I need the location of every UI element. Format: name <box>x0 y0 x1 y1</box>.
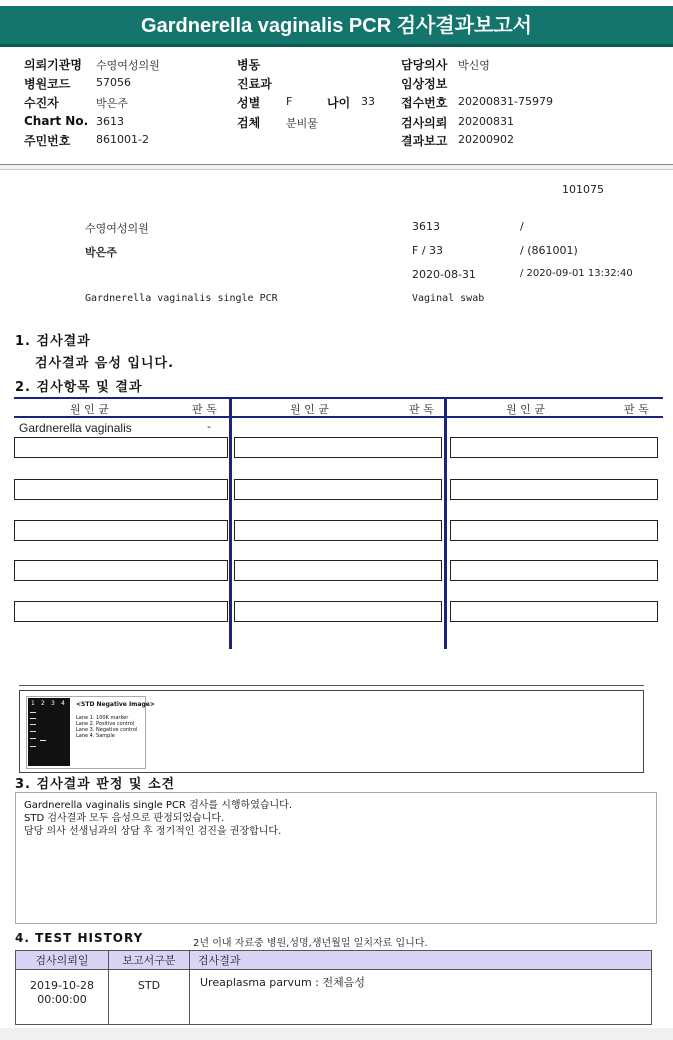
result-cell <box>234 437 442 458</box>
summary-name: 박은주 <box>85 246 117 259</box>
report-title: Gardnerella vaginalis PCR 검사결과보고서 <box>141 15 532 37</box>
hospital-code-label: 병원코드 <box>24 77 71 91</box>
history-result: Ureaplasma parvum : 전체음성 <box>190 970 652 1025</box>
gel-lane-4: 4 <box>61 700 65 707</box>
specimen-label: 검체 <box>237 116 261 130</box>
specimen-value: 분비물 <box>286 117 318 130</box>
result-cell <box>14 437 228 458</box>
age-label: 나이 <box>327 96 351 110</box>
gel-band <box>30 724 36 725</box>
receipt-no-label: 접수번호 <box>401 96 448 110</box>
gel-band <box>30 738 36 739</box>
sex-label: 성별 <box>237 96 261 110</box>
history-col-result: 검사결과 <box>190 951 652 970</box>
result-cell <box>450 601 658 622</box>
gel-band <box>40 740 46 741</box>
result-cell <box>450 479 658 500</box>
opinion-line: 담당 의사 선생님과의 상담 후 정기적인 검진을 권장합니다. <box>24 826 282 837</box>
gel-lane-2: 2 <box>41 700 45 707</box>
doctor-label: 담당의사 <box>401 58 448 72</box>
opinion-line: Gardnerella vaginalis single PCR 검사를 시행하였습니다. <box>24 800 293 811</box>
summary-chart-no: 3613 <box>412 220 440 233</box>
col-judgment-1: 판 독 <box>192 403 217 416</box>
row1-organism: Gardnerella vaginalis <box>19 421 132 435</box>
summary-code: 101075 <box>562 183 604 196</box>
clinical-info-label: 임상정보 <box>401 77 448 91</box>
col-judgment-3: 판 독 <box>624 403 649 416</box>
doctor-value: 박신영 <box>458 59 490 72</box>
chart-no-value: 3613 <box>96 115 124 128</box>
history-date-cell <box>16 970 109 1025</box>
request-date-label: 검사의뢰 <box>401 116 448 130</box>
result-cell <box>234 520 442 541</box>
resident-no-value: 861001-2 <box>96 133 149 146</box>
request-date-value: 20200831 <box>458 115 514 128</box>
result-cell <box>14 479 228 500</box>
summary-birth: / (861001) <box>520 244 578 257</box>
col-judgment-2: 판 독 <box>409 403 434 416</box>
institution-value: 수영여성의원 <box>96 59 160 72</box>
section4-title: 4. TEST HISTORY <box>15 931 144 945</box>
col-organism-2: 원 인 균 <box>290 403 329 416</box>
grid-top-line <box>14 397 663 399</box>
result-cell <box>234 560 442 581</box>
resident-no-label: 주민번호 <box>24 134 71 148</box>
table-row[interactable] <box>16 970 652 1025</box>
row1-result: - <box>207 420 211 433</box>
history-col-type: 보고서구분 <box>109 951 190 970</box>
grid-divider-1 <box>229 397 232 649</box>
title-bar <box>0 6 673 47</box>
department-label: 진료과 <box>237 77 272 91</box>
result-cell <box>450 520 658 541</box>
history-time: 00:00:00 <box>37 993 87 1006</box>
history-table <box>15 950 652 1025</box>
result-cell <box>450 560 658 581</box>
history-type: STD <box>109 970 190 1025</box>
section1-title: 1. 검사결과 <box>15 334 91 349</box>
col-organism-1: 원 인 균 <box>70 403 109 416</box>
age-value: 33 <box>361 95 375 108</box>
gel-band <box>30 746 36 747</box>
receipt-no-value: 20200831-75979 <box>458 95 553 108</box>
opinion-box <box>15 792 657 924</box>
result-cell <box>450 437 658 458</box>
gel-caption-line: Lane 1. 100K marker <box>76 715 129 721</box>
hospital-code-value: 57056 <box>96 76 131 89</box>
summary-reported: / 2020-09-01 13:32:40 <box>520 268 633 279</box>
gel-lane-1: 1 <box>31 700 35 707</box>
header-separator <box>0 164 673 170</box>
section1-result: 검사결과 음성 입니다. <box>35 356 175 371</box>
result-cell <box>14 520 228 541</box>
history-date: 2019-10-28 <box>30 979 94 992</box>
summary-institution: 수영여성의원 <box>85 222 149 235</box>
ward-label: 병동 <box>237 58 261 72</box>
section2-title: 2. 검사항목 및 결과 <box>15 380 143 395</box>
summary-test-name: Gardnerella vaginalis single PCR <box>85 293 278 304</box>
institution-label: 의뢰기관명 <box>24 58 82 72</box>
examinee-label: 수진자 <box>24 96 59 110</box>
section4-note: 2년 이내 자료중 병원,성명,생년월일 일치자료 입니다. <box>193 938 428 949</box>
history-header-row <box>16 951 652 970</box>
gel-caption <box>76 715 137 739</box>
gel-caption-line: Lane 3. Negative control <box>76 727 138 733</box>
col-organism-3: 원 인 균 <box>506 403 545 416</box>
result-cell <box>234 479 442 500</box>
result-cell <box>234 601 442 622</box>
opinion-text <box>16 793 656 838</box>
summary-specimen: Vaginal swab <box>412 293 485 304</box>
grid-header-line <box>14 416 663 418</box>
gel-band <box>30 712 36 713</box>
gel-band <box>30 731 36 732</box>
gel-image <box>28 698 70 766</box>
gel-top-rule <box>19 685 644 686</box>
history-col-date: 검사의뢰일 <box>16 951 109 970</box>
section3-title: 3. 검사결과 판정 및 소견 <box>15 777 176 792</box>
sex-value: F <box>286 95 293 108</box>
summary-received: 2020-08-31 <box>412 268 476 281</box>
gel-band <box>30 718 36 719</box>
gel-caption-line: Lane 2. Positive control <box>76 721 135 727</box>
opinion-line: STD 검사결과 모두 음성으로 판정되었습니다. <box>24 813 225 824</box>
gel-lane-3: 3 <box>51 700 55 707</box>
bottom-bar <box>0 1028 673 1040</box>
result-cell <box>14 560 228 581</box>
grid-divider-2 <box>444 397 447 649</box>
report-date-value: 20200902 <box>458 133 514 146</box>
report-date-label: 결과보고 <box>401 134 448 148</box>
examinee-value: 박은주 <box>96 97 128 110</box>
result-cell <box>14 601 228 622</box>
chart-no-label: Chart No. <box>24 114 89 128</box>
summary-slash: / <box>520 220 524 233</box>
summary-sex-age: F / 33 <box>412 244 444 257</box>
gel-caption-title: <STD Negative Image> <box>76 701 155 708</box>
gel-caption-line: Lane 4. Sample <box>76 733 115 739</box>
